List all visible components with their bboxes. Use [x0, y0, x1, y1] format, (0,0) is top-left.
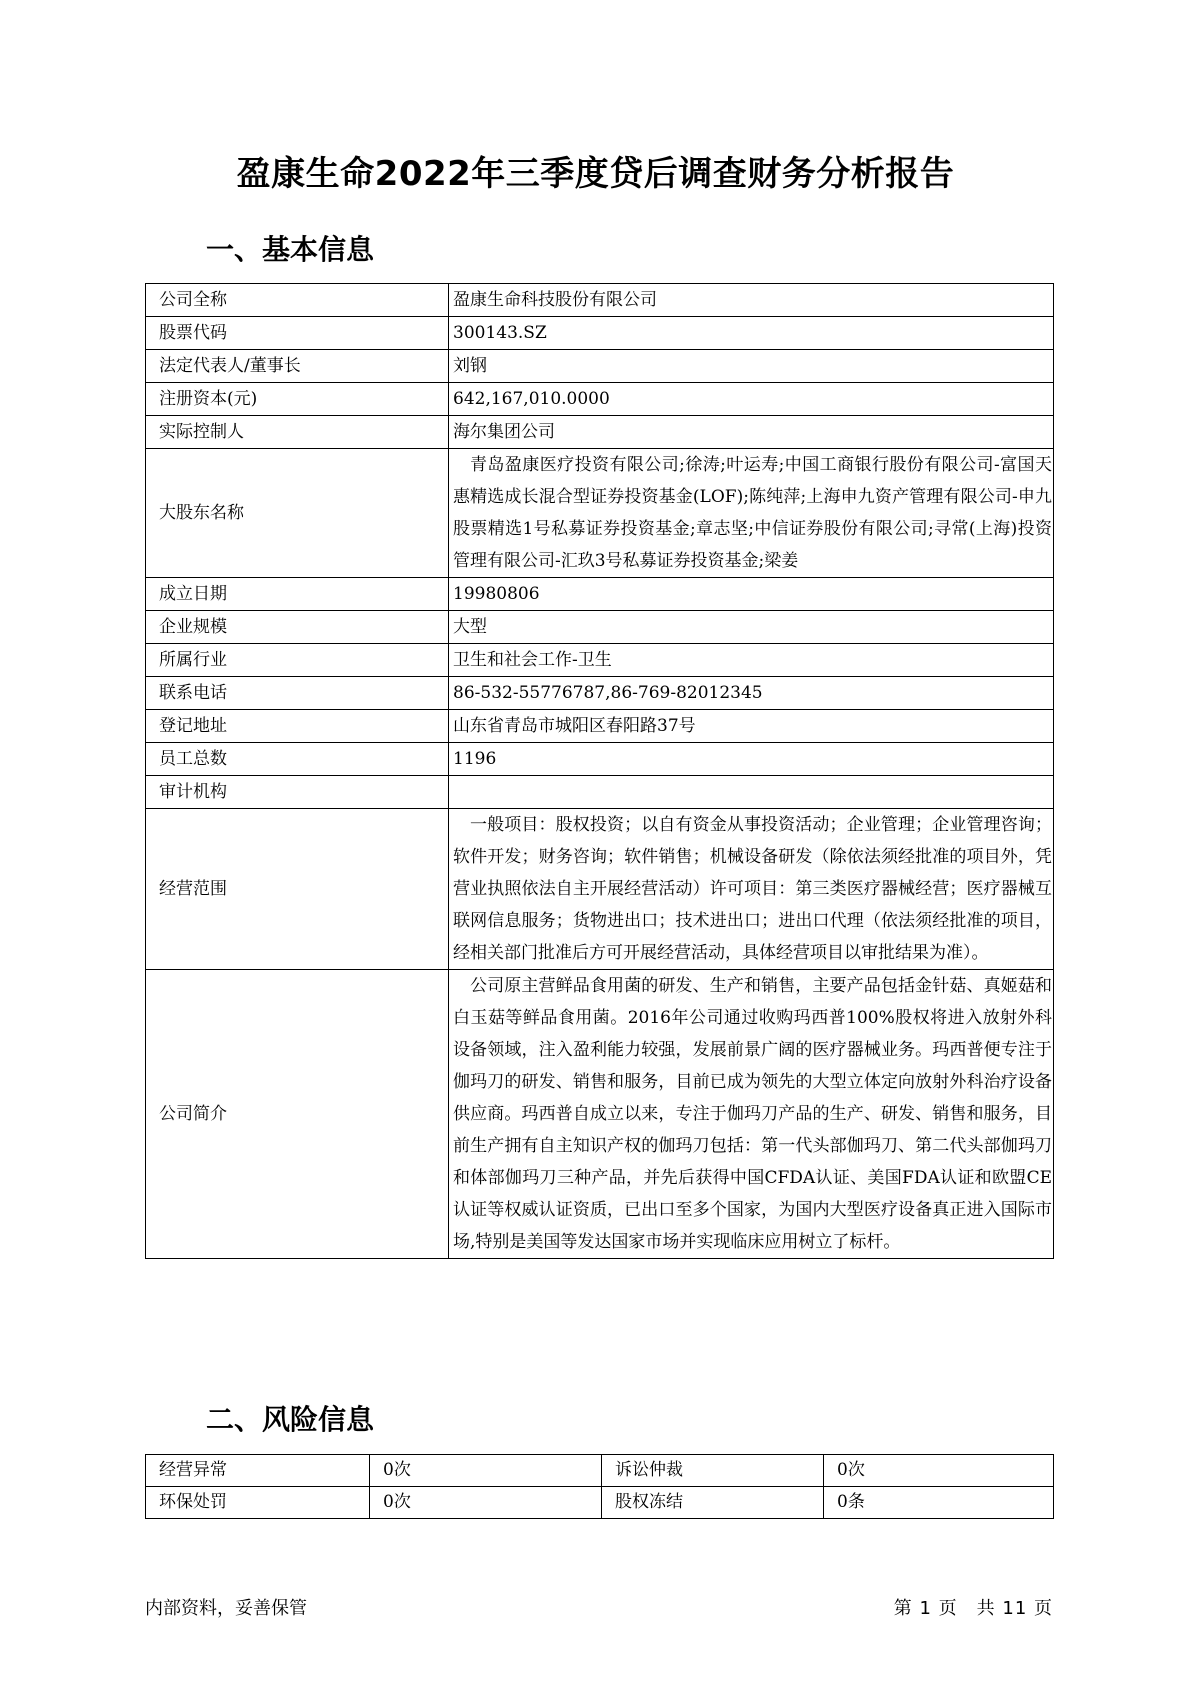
row-value: 1196 — [449, 743, 1054, 776]
row-value: 大型 — [449, 611, 1054, 644]
table-row — [146, 644, 1054, 677]
risk-label: 诉讼仲裁 — [602, 1455, 824, 1487]
table-row — [146, 383, 1054, 416]
report-title: 盈康生命2022年三季度贷后调查财务分析报告 — [236, 154, 955, 194]
row-value — [449, 776, 1054, 809]
row-label: 企业规模 — [146, 611, 449, 644]
row-label: 所属行业 — [146, 644, 449, 677]
section-heading-basic-info: 一、基本信息 — [206, 233, 375, 266]
row-label: 股票代码 — [146, 317, 449, 350]
row-label: 公司简介 — [146, 970, 449, 1259]
risk-value: 0次 — [824, 1455, 1054, 1487]
row-label: 实际控制人 — [146, 416, 449, 449]
row-value: 青岛盈康医疗投资有限公司;徐涛;叶运寿;中国工商银行股份有限公司-富国天惠精选成长混合型证券投资基金(LOF);陈纯萍;上海申九资产管理有限公司-申九股票精选1号私募证券投资基金;章志坚;中信证券股份有限公司;寻常(上海)投资管理有限公司-汇玖3号私募证券投资基金;梁姜 — [449, 449, 1054, 578]
table-row — [146, 970, 1054, 1259]
row-value: 19980806 — [449, 578, 1054, 611]
row-value: 山东省青岛市城阳区春阳路37号 — [449, 710, 1054, 743]
section-heading-risk-info: 二、风险信息 — [206, 1403, 375, 1436]
row-label: 成立日期 — [146, 578, 449, 611]
risk-label: 经营异常 — [146, 1455, 370, 1487]
row-label: 法定代表人/董事长 — [146, 350, 449, 383]
footer-page-number: 第 1 页 共 11 页 — [893, 1598, 1053, 1619]
row-label: 登记地址 — [146, 710, 449, 743]
row-label: 注册资本(元) — [146, 383, 449, 416]
risk-label: 股权冻结 — [602, 1487, 824, 1519]
risk-value: 0次 — [370, 1487, 602, 1519]
row-label: 大股东名称 — [146, 449, 449, 578]
row-value: 一般项目：股权投资；以自有资金从事投资活动；企业管理；企业管理咨询；软件开发；财务咨询；软件销售；机械设备研发（除依法须经批准的项目外，凭营业执照依法自主开展经营活动）许可项目：第三类医疗器械经营；医疗器械互联网信息服务；货物进出口；技术进出口；进出口代理（依法须经批准的项目，经相关部门批准后方可开展经营活动，具体经营项目以审批结果为准）。 — [449, 809, 1054, 970]
risk-info-table — [145, 1454, 1054, 1519]
table-row — [146, 416, 1054, 449]
row-value: 海尔集团公司 — [449, 416, 1054, 449]
row-label: 审计机构 — [146, 776, 449, 809]
table-row — [146, 1487, 1054, 1519]
table-row — [146, 776, 1054, 809]
row-label: 经营范围 — [146, 809, 449, 970]
table-row — [146, 317, 1054, 350]
risk-label: 环保处罚 — [146, 1487, 370, 1519]
row-value: 盈康生命科技股份有限公司 — [449, 284, 1054, 317]
row-value: 86-532-55776787,86-769-82012345 — [449, 677, 1054, 710]
row-label: 联系电话 — [146, 677, 449, 710]
risk-value: 0次 — [370, 1455, 602, 1487]
table-row — [146, 809, 1054, 970]
row-value: 公司原主营鲜品食用菌的研发、生产和销售，主要产品包括金针菇、真姬菇和白玉菇等鲜品食用菌。2016年公司通过收购玛西普100%股权将进入放射外科设备领域，注入盈利能力较强，发展前景广阔的医疗器械业务。玛西普便专注于伽玛刀的研发、销售和服务，目前已成为领先的大型立体定向放射外科治疗设备供应商。玛西普自成立以来，专注于伽玛刀产品的生产、研发、销售和服务，目前生产拥有自主知识产权的伽玛刀包括：第一代头部伽玛刀、第二代头部伽玛刀和体部伽玛刀三种产品，并先后获得中国CFDA认证、美国FDA认证和欧盟CE认证等权威认证资质，已出口至多个国家，为国内大型医疗设备真正进入国际市场,特别是美国等发达国家市场并实现临床应用树立了标杆。 — [449, 970, 1054, 1259]
table-row — [146, 1455, 1054, 1487]
risk-value: 0条 — [824, 1487, 1054, 1519]
row-value: 卫生和社会工作-卫生 — [449, 644, 1054, 677]
row-value: 刘钢 — [449, 350, 1054, 383]
table-row — [146, 611, 1054, 644]
row-label: 员工总数 — [146, 743, 449, 776]
row-value: 300143.SZ — [449, 317, 1054, 350]
table-row — [146, 677, 1054, 710]
table-row — [146, 350, 1054, 383]
basic-info-table — [145, 283, 1054, 1259]
table-row — [146, 710, 1054, 743]
row-label: 公司全称 — [146, 284, 449, 317]
table-row — [146, 578, 1054, 611]
footer-confidential-note: 内部资料，妥善保管 — [145, 1598, 307, 1619]
table-row — [146, 449, 1054, 578]
table-row — [146, 284, 1054, 317]
table-row — [146, 743, 1054, 776]
row-value: 642,167,010.0000 — [449, 383, 1054, 416]
